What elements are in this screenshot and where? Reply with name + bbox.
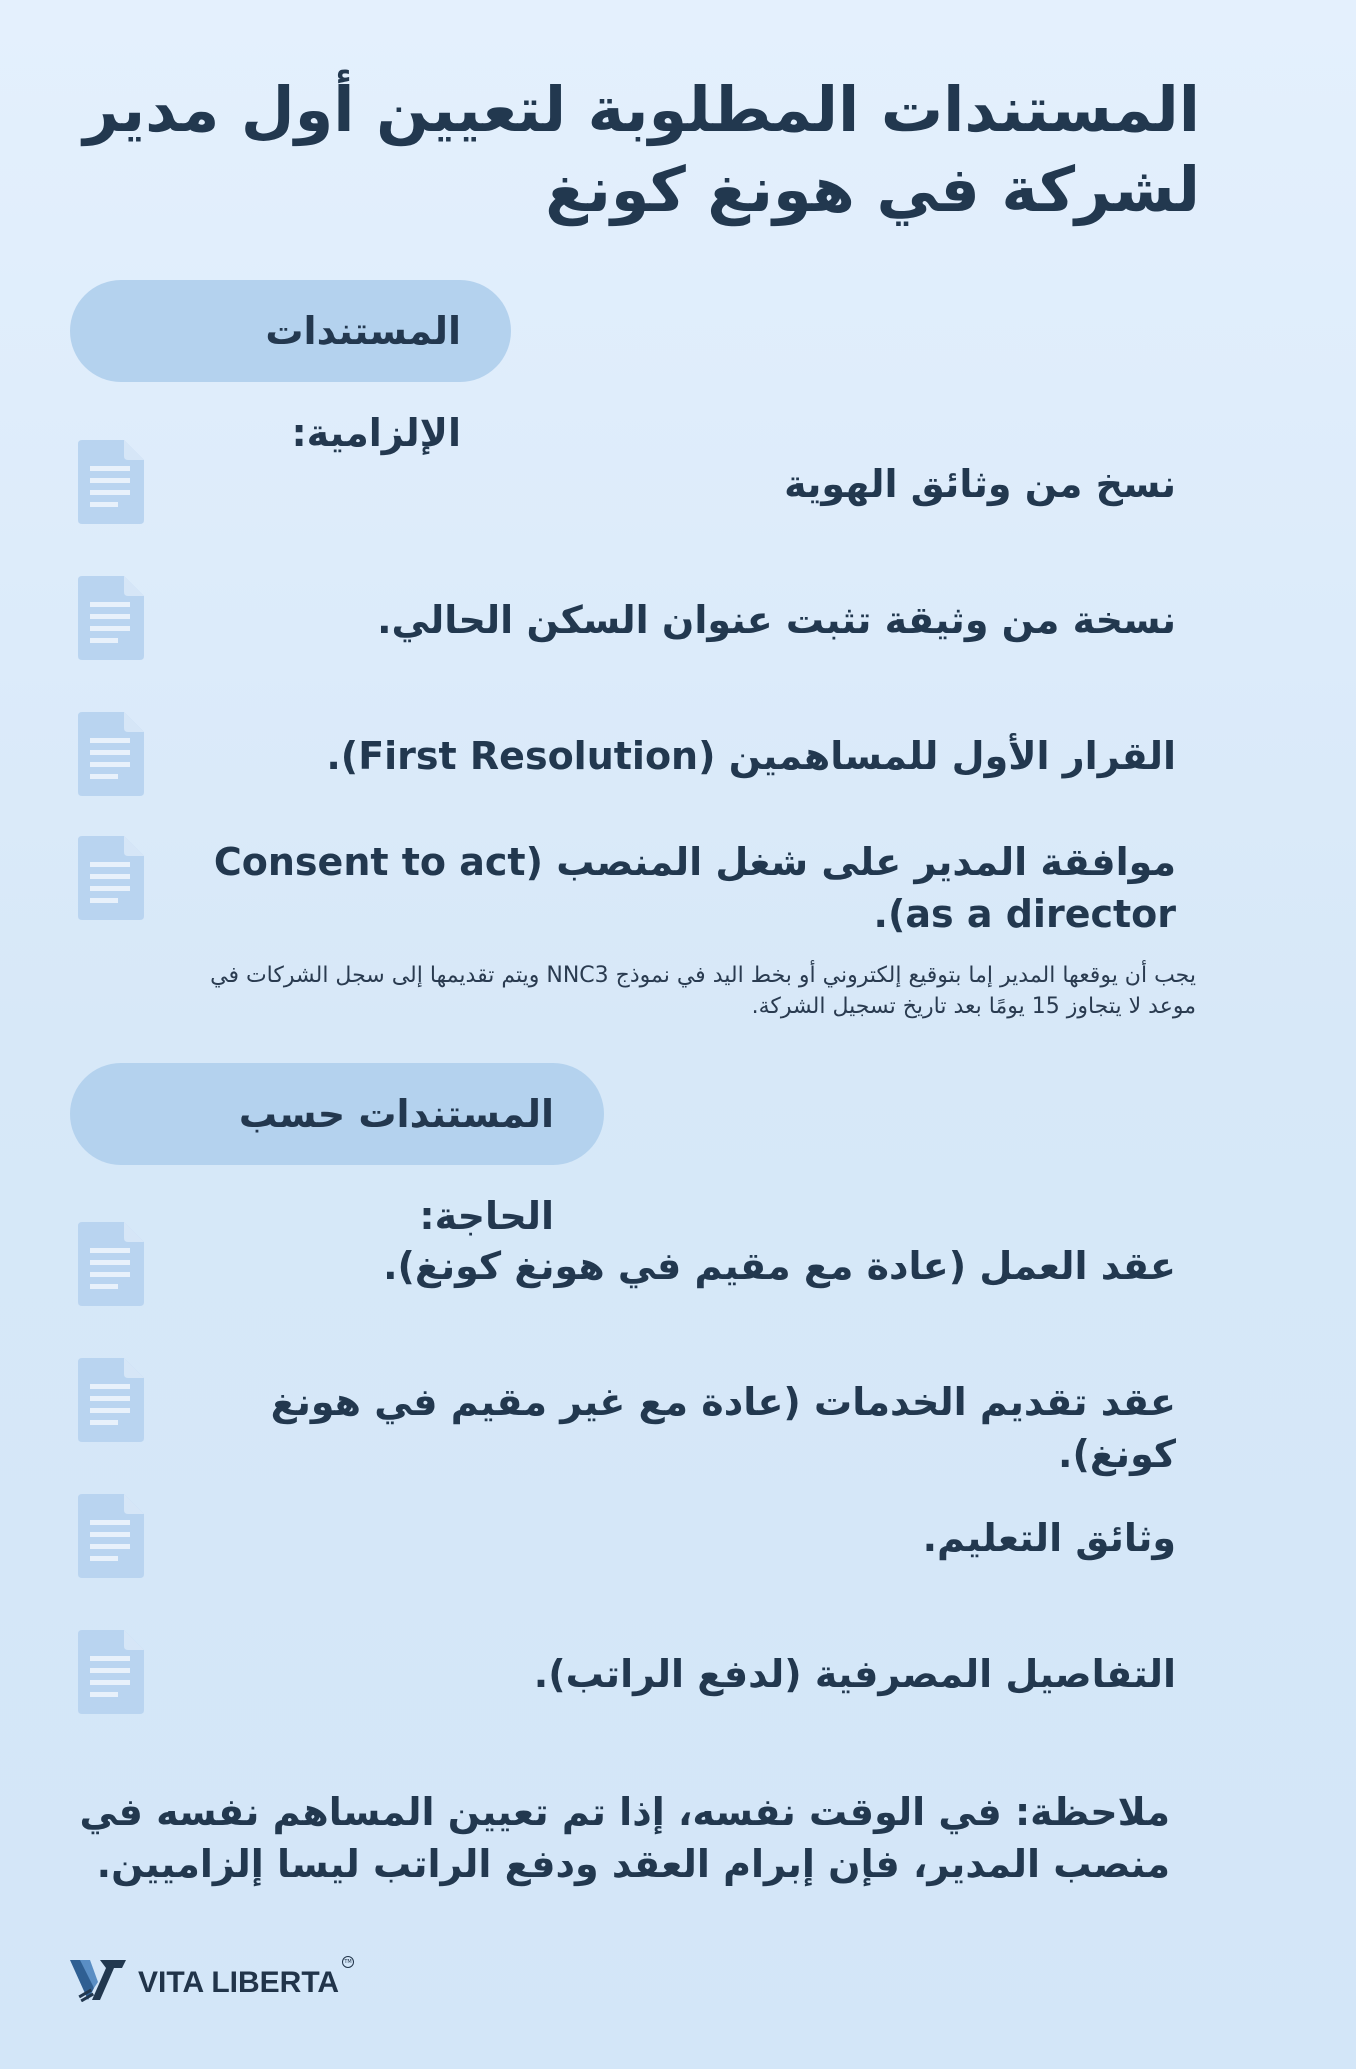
document-icon xyxy=(78,440,144,524)
item-text: عقد العمل (عادة مع مقيم في هونغ كونغ). xyxy=(383,1244,1176,1288)
item-text: عقد تقديم الخدمات (عادة مع غير مقيم في هونغ كونغ). xyxy=(270,1380,1176,1476)
vita-liberta-logo xyxy=(70,1952,370,2012)
item-text: القرار الأول للمساهمين (First Resolution). xyxy=(326,734,1176,778)
document-icon xyxy=(78,712,144,796)
section-heading-mandatory: المستندات الإلزامية: xyxy=(70,280,511,382)
item-note: يجب أن يوقعها المدير إما بتوقيع إلكتروني أو بخط اليد في نموذج NNC3 ويتم تقديمها إلى سجل الشركات في موعد لا يتجاوز 15 يومًا بعد تاريخ تسجيل الشركة. xyxy=(210,963,1196,1019)
item-text: نسخة من وثيقة تثبت عنوان السكن الحالي. xyxy=(377,598,1176,642)
item-text: التفاصيل المصرفية (لدفع الراتب). xyxy=(533,1652,1176,1696)
footnote: ملاحظة: في الوقت نفسه، إذا تم تعيين المساهم نفسه في منصب المدير، فإن إبرام العقد ودفع الراتب ليسا إلزاميين. xyxy=(79,1790,1170,1886)
trademark-mark: TM xyxy=(342,1956,354,1968)
page-title: المستندات المطلوبة لتعيين أول مدير لشركة في هونغ كونغ xyxy=(83,73,1200,226)
item-text: نسخ من وثائق الهوية xyxy=(784,462,1176,506)
document-icon xyxy=(78,1358,144,1442)
document-icon xyxy=(78,576,144,660)
document-icon xyxy=(78,1494,144,1578)
document-icon xyxy=(78,836,144,920)
item-text: موافقة المدير على شغل المنصب (Consent to act as a director). xyxy=(213,840,1176,936)
section-heading-optional: المستندات حسب الحاجة: xyxy=(70,1063,604,1165)
item-text: وثائق التعليم. xyxy=(922,1516,1176,1560)
logo-mark-icon xyxy=(70,1958,126,2002)
document-icon xyxy=(78,1630,144,1714)
document-icon xyxy=(78,1222,144,1306)
logo-text: VITA LIBERTA xyxy=(138,1966,340,1999)
